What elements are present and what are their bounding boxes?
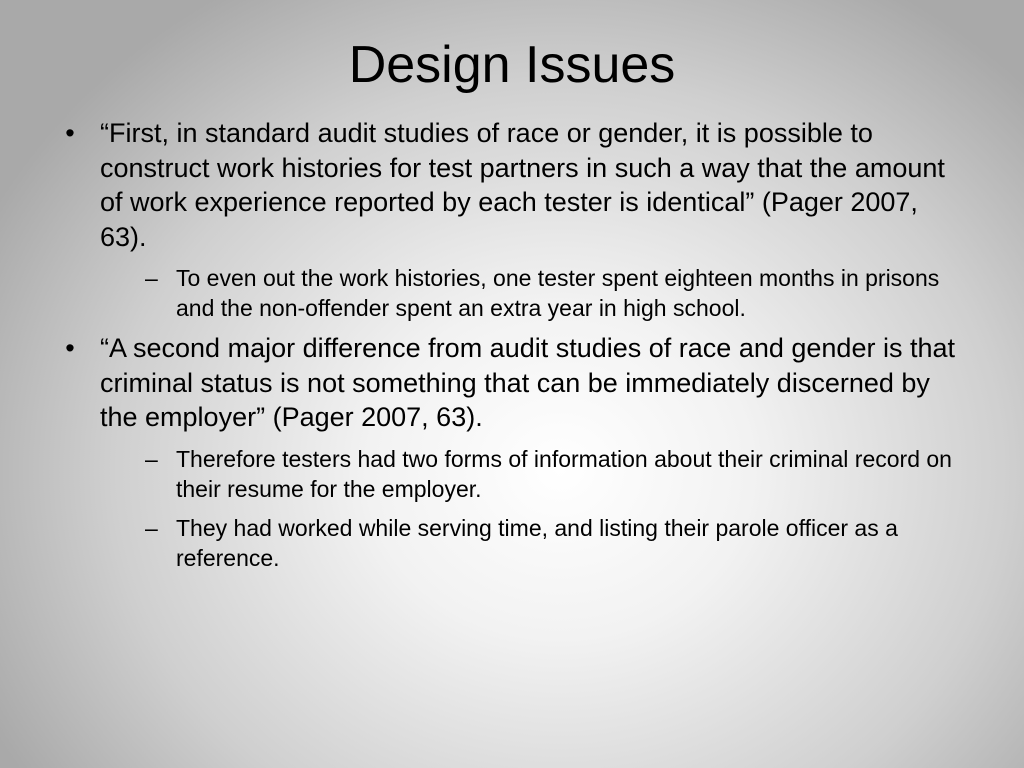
bullet-item-2: [60, 331, 970, 435]
bullet-marker: •: [65, 118, 75, 148]
sub-bullet-text: Therefore testers had two forms of information about their criminal record on their resume for the employer.: [176, 445, 952, 502]
dash-marker: –: [145, 445, 158, 472]
sub-bullet-text: They had worked while serving time, and listing their parole officer as a reference.: [176, 514, 898, 571]
sub-bullet-item-1-1: [145, 263, 970, 323]
sub-bullet-item-2-1: [145, 444, 970, 504]
dash-marker: –: [145, 265, 158, 291]
bullet-marker: •: [65, 333, 75, 363]
bullet-item-1: [60, 116, 970, 254]
sub-bullet-item-2-2: [145, 513, 970, 573]
slide-content: [60, 116, 970, 581]
bullet-text: “A second major difference from audit studies of race and gender is that criminal status is not something that can be immediately discerned by the employer” (Pager 2007, 63).: [100, 333, 955, 432]
slide-title: Design Issues: [348, 36, 676, 94]
dash-marker: –: [145, 514, 158, 541]
bullet-text: “First, in standard audit studies of race or gender, it is possible to construct work histories for test partners in such a way that the amount of work experience reported by each tester is identical” (Pager 2007, 63).: [100, 118, 945, 252]
sub-bullet-text: To even out the work histories, one tester spent eighteen months in prisons and the non-offender spent an extra year in high school.: [176, 265, 940, 321]
